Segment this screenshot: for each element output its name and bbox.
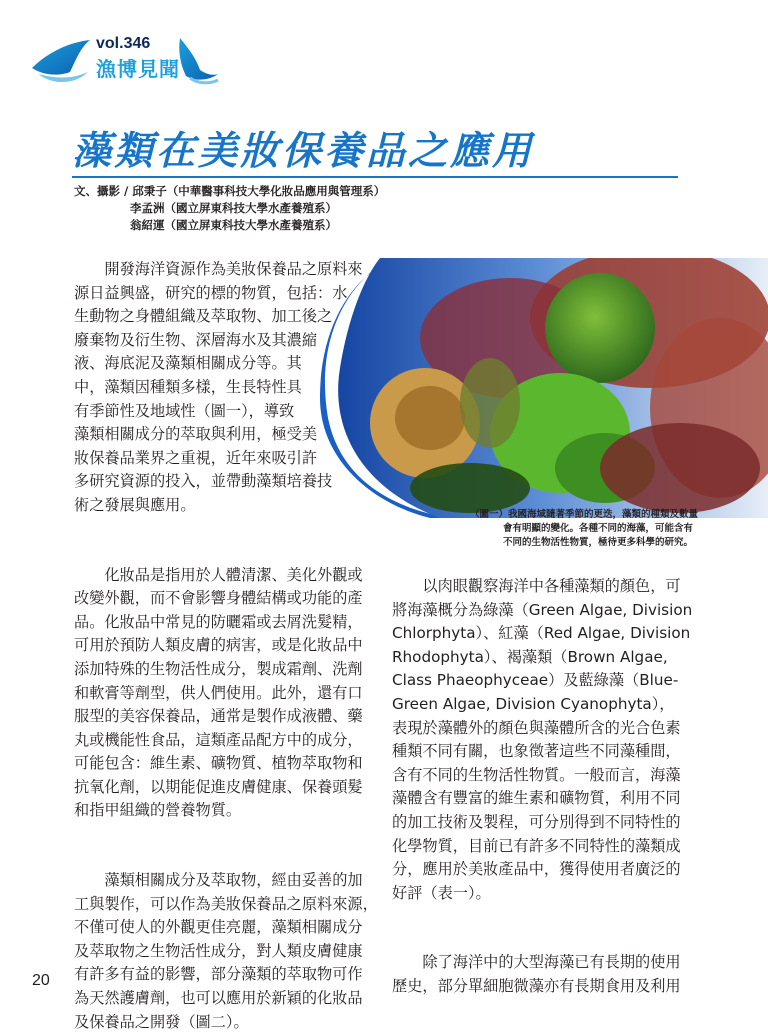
- text-line: 和指甲組織的營養物質。: [74, 801, 242, 820]
- figure-caption: [470, 508, 725, 550]
- article-title: 藻類在美妝保養品之應用: [72, 129, 535, 174]
- text-line: 有季節性及地域性（圖一），導致: [74, 401, 295, 420]
- text-line: 丸或機能性食品，這類產品配方中的成分，: [74, 730, 363, 749]
- author-block: [74, 183, 385, 234]
- caption-line: （圖一）我國海域隨著季節的更迭，藻類的種類及數量: [470, 509, 699, 520]
- text-line: 不僅可使人的外觀更佳亮麗，藻類相關成分: [74, 918, 363, 937]
- text-line: 妝保養品業界之重視，近年來吸引許: [74, 448, 317, 467]
- text-line: Chlorphyta）、紅藻（Red Algae, Division: [392, 624, 691, 643]
- volume-number: vol.346: [96, 35, 151, 52]
- text-line: 及萃取物之生物活性成分，對人類皮膚健康: [74, 941, 363, 960]
- text-line: 廢棄物及衍生物、深層海水及其濃縮: [74, 330, 317, 349]
- paragraph: [392, 575, 693, 905]
- seaweed-photo: [320, 258, 768, 518]
- author-line: 翁紹運（國立屏東科技大學水產養殖系）: [130, 218, 337, 232]
- page-number: 20: [32, 972, 50, 989]
- text-line: 可能包含：維生素、礦物質、植物萃取物和: [74, 754, 363, 773]
- section-title: 漁博見聞: [96, 57, 180, 81]
- text-line: 有許多有益的影響，部分藻類的萃取物可作: [74, 965, 363, 984]
- text-line: 以肉眼觀察海洋中各種藻類的顏色，可: [392, 577, 681, 595]
- text-line: 中，藻類因種類多樣，生長特性具: [74, 377, 302, 396]
- text-line: 藻類相關成分的萃取與利用，極受美: [74, 425, 317, 444]
- text-line: 化妝品是指用於人體清潔、美化外觀或: [74, 565, 363, 584]
- caption-line: 不同的生物活性物質，極待更多科學的研究。: [503, 537, 694, 548]
- text-line: Class Phaeophyceae）及藍綠藻（Blue-: [392, 671, 679, 690]
- text-line: 液、海底泥及藻類相關成分等。其: [74, 354, 302, 373]
- text-line: 源日益興盛，研究的標的物質，包括：水: [74, 283, 348, 302]
- text-line: 藻體含有豐富的維生素和礦物質，利用不同: [392, 789, 681, 808]
- left-column: [74, 258, 378, 1034]
- text-line: 改變外觀，而不會影響身體結構或功能的產: [74, 589, 363, 608]
- text-line: 多研究資源的投入，並帶動藻類培養技: [74, 472, 333, 491]
- text-line: 含有不同的生物活性物質。一般而言，海藻: [392, 765, 681, 784]
- text-line: 除了海洋中的大型海藻已有長期的使用: [392, 953, 681, 972]
- text-line: 表現於藻體外的顏色與藻體所含的光合色素: [392, 718, 681, 737]
- author-line: 李孟洲（國立屏東科技大學水產養殖系）: [130, 201, 337, 215]
- text-line: Rhodophyta）、褐藻類（Brown Algae,: [392, 647, 668, 666]
- text-line: 藻類相關成分及萃取物，經由妥善的加: [74, 871, 363, 890]
- text-line: 開發海洋資源作為美妝保養品之原料來: [74, 260, 363, 278]
- text-line: 工與製作，可以作為美妝保養品之原料來源，: [74, 894, 378, 913]
- text-line: 可用於預防人類皮膚的病害，或是化妝品中: [74, 636, 363, 655]
- text-line: Green Algae, Division Cyanophyta），: [392, 694, 675, 713]
- text-line: 為天然護膚劑，也可以應用於新穎的化妝品: [74, 989, 363, 1008]
- text-line: 生動物之身體組織及萃取物、加工後之: [74, 307, 333, 326]
- text-line: 分，應用於美妝產品中，獲得使用者廣泛的: [392, 860, 681, 879]
- right-column: [392, 575, 693, 999]
- author-line: 文、攝影 / 邱秉子（中華醫事科技大學化妝品應用與管理系）: [74, 184, 386, 198]
- text-line: 種類不同有關，也象徵著這些不同藻種間，: [392, 742, 681, 761]
- paragraph: [392, 951, 684, 998]
- text-line: 和軟膏等劑型，供人們使用。此外，還有口: [74, 683, 363, 702]
- text-line: 添加特殊的生物活性成分，製成霜劑、洗劑: [74, 659, 363, 678]
- paragraph: [74, 258, 362, 518]
- paragraph: [74, 564, 362, 824]
- text-line: 化學物質，目前已有許多不同特性的藻類成: [392, 836, 681, 855]
- text-line: 及保養品之開發（圖二）。: [74, 1012, 249, 1031]
- text-line: 術之發展與應用。: [74, 495, 196, 514]
- text-line: 歷史，部分單細胞微藻亦有長期食用及利用: [392, 976, 681, 995]
- caption-line: 會有明顯的變化。各種不同的海藻，可能含有: [503, 523, 694, 534]
- text-line: 將海藻概分為綠藻（Green Algae, Division: [392, 600, 693, 619]
- text-line: 的加工技術及製程，可分別得到不同特性的: [392, 812, 681, 831]
- text-line: 服型的美容保養品，通常是製作成液體、藥: [74, 707, 363, 726]
- title-rule: [72, 176, 678, 178]
- paragraph: [74, 869, 378, 1034]
- text-line: 抗氧化劑，以期能促進皮膚健康、保養頭髮: [74, 777, 363, 796]
- text-line: 品。化妝品中常見的防曬霜或去屑洗髮精，: [74, 612, 363, 631]
- text-line: 好評（表一）。: [392, 883, 491, 902]
